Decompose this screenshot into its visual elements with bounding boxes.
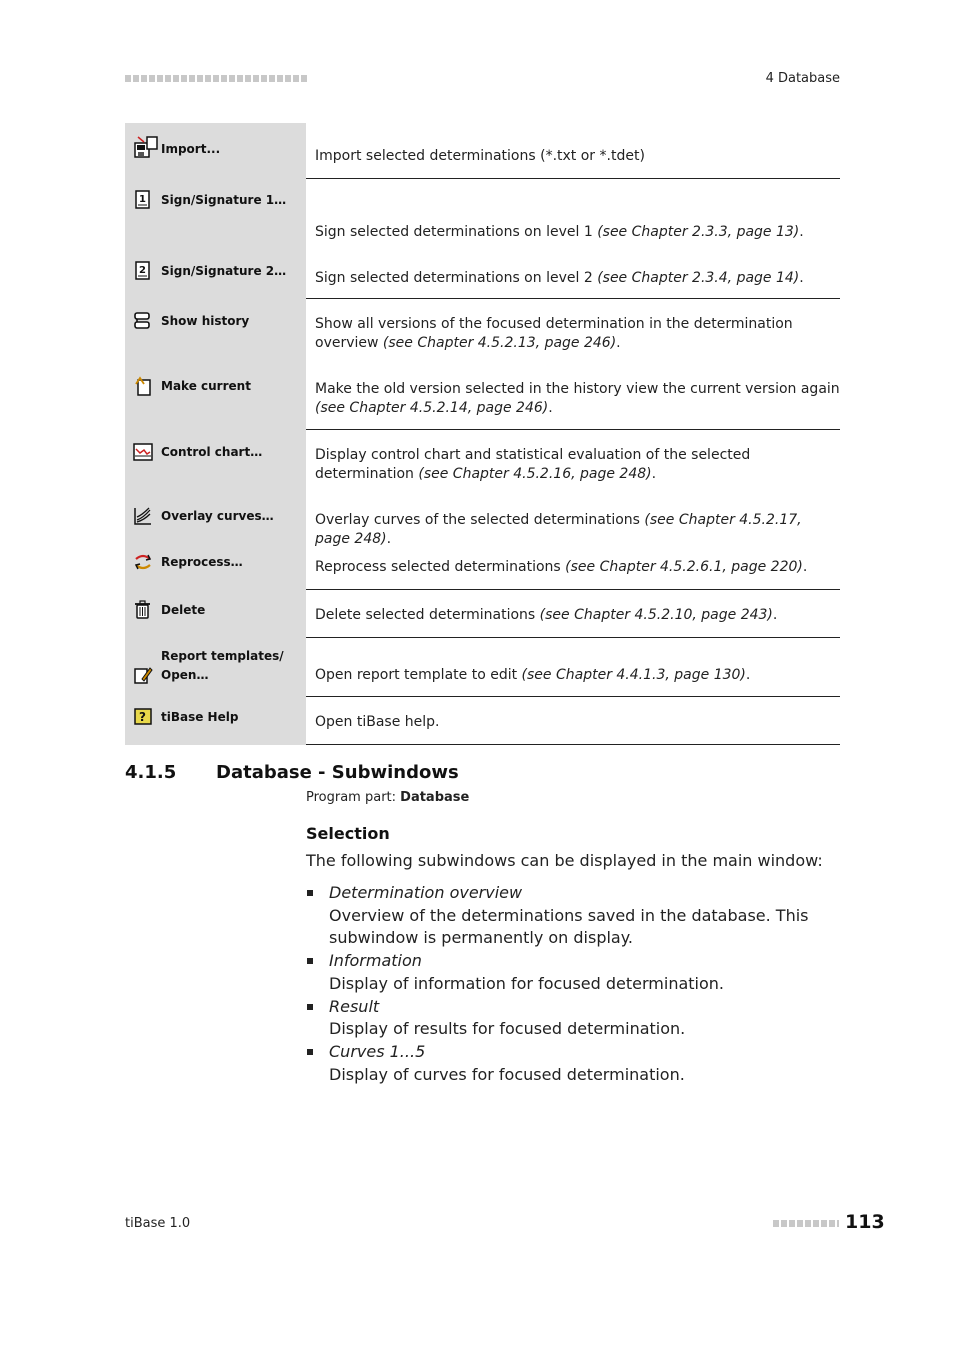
program-part: Program part: Database [306,790,470,805]
bullet-icon [307,958,313,964]
command-label: Sign/Signature 2… [161,264,287,278]
list-item: Determination overview Overview of the determinations saved in the database. This subwindow is permanently on display. [306,882,846,950]
command-label: Reprocess… [161,555,243,569]
running-header: 4 Database [765,71,840,86]
overlay-curves-icon [133,506,153,526]
header-decoration [125,75,307,82]
command-description: Overlay curves of the selected determinations (see Chapter 4.5.2.17, page 248). [315,512,802,547]
command-label: tiBase Help [161,709,239,724]
command-make-current [133,376,251,396]
table-row [125,123,840,178]
command-description: Reprocess selected determinations (see Chapter 4.5.2.6.1, page 220). [315,559,808,575]
command-control-chart [133,442,262,462]
command-label: Delete [161,602,206,617]
table-row [125,251,840,298]
table-row [125,429,840,495]
command-description: Make the old version selected in the history view the current version again (see Chapter 4.5.2.14, page 246). [315,381,840,416]
footer-decoration [773,1220,839,1227]
bullet-icon [307,890,313,896]
bullet-icon [307,1049,313,1055]
report-template-icon [133,665,153,685]
command-label: Show history [161,313,250,328]
command-overlay-curves [133,506,274,526]
command-description: Sign selected determinations on level 2 (see Chapter 2.3.4, page 14). [315,270,804,286]
command-label: Control chart… [161,444,263,459]
list-item: Curves 1...5 Display of curves for focused determination. [306,1041,846,1086]
svg-text:2: 2 [139,265,146,276]
table-row [125,298,840,364]
trash-icon [133,600,153,620]
command-description: Import selected determinations (*.txt or *.tdet) [315,148,645,164]
intro-text: The following subwindows can be displayed in the main window: [306,851,823,870]
svg-text:?: ? [139,709,146,724]
command-sign1 [133,190,286,210]
command-description: Display control chart and statistical evaluation of the selected determination (see Chapter 4.5.2.16, page 248). [315,446,751,482]
table-row [125,637,840,696]
control-chart-icon [133,442,153,462]
make-current-icon [133,376,153,396]
command-report-templates [133,647,284,685]
signature1-icon [133,190,153,210]
table-row [125,495,840,542]
bullet-icon [307,1004,313,1010]
table-row [125,364,840,429]
table-row [125,542,840,589]
command-label: Make current [161,379,251,393]
subheading: Selection [306,824,390,843]
list-item: Information Display of information for focused determination. [306,950,846,995]
subwindow-list [306,882,846,1086]
import-icon [133,135,161,159]
help-icon [133,707,153,727]
table-row [125,178,840,251]
command-delete [133,600,205,620]
command-description: Show all versions of the focused determination in the determination overview (see Chapter 4.5.2.13, page 246). [315,315,793,351]
reprocess-icon [133,552,153,572]
command-description: Open tiBase help. [315,713,440,730]
command-description: Delete selected determinations (see Chapter 4.5.2.10, page 243). [315,606,778,623]
command-description: Sign selected determinations on level 1 (see Chapter 2.3.3, page 13). [315,223,804,240]
table-row [125,696,840,744]
page-number: 113 [845,1211,885,1233]
command-label: Report templates/ Open… [161,648,284,682]
table-row [125,589,840,637]
command-label: Import... [161,142,221,156]
command-table [125,123,840,745]
footer-product: tiBase 1.0 [125,1216,191,1231]
signature2-icon [133,261,153,281]
command-import [133,135,220,159]
command-sign2 [133,261,286,281]
command-description: Open report template to edit (see Chapter 4.4.1.3, page 130). [315,666,751,683]
command-label: Sign/Signature 1… [161,192,287,207]
history-icon [133,311,153,331]
command-reprocess [133,552,243,572]
svg-text:1: 1 [139,193,146,205]
list-item: Result Display of results for focused determination. [306,996,846,1041]
command-help [133,707,238,727]
command-label: Overlay curves… [161,509,274,523]
command-show-history [133,311,249,331]
section-heading: 4.1.5 Database - Subwindows [125,762,459,783]
